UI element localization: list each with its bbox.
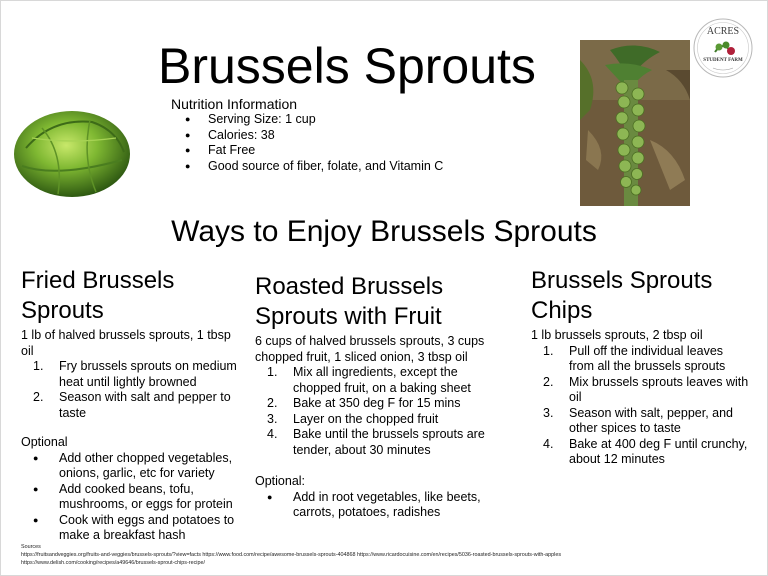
recipe-roasted [255, 272, 495, 521]
optional-list [255, 490, 495, 521]
optional-item: ● Add in root vegetables, like beets, carrots, potatoes, radishes [255, 490, 495, 521]
sources-label: Sources [21, 544, 41, 550]
recipe-step: 2. Season with salt and pepper to taste [33, 390, 231, 420]
optional-item: ● Add other chopped vegetables, onions, garlic, etc for variety [21, 451, 243, 482]
brussels-stalk-photo [580, 40, 690, 206]
recipe-steps [21, 359, 243, 421]
recipe-step: 3. Layer on the chopped fruit [267, 411, 439, 426]
nutrition-list [171, 112, 443, 174]
recipe-step: 1. Pull off the individual leaves from all the brussels sprouts [543, 343, 726, 373]
recipe-title: Brussels Sprouts Chips [531, 267, 713, 324]
recipe-step: 1. Mix all ingredients, except the chopped fruit, on a baking sheet [267, 365, 471, 395]
nutrition-item: ● Fat Free [171, 143, 443, 159]
recipe-step: 1. Fry brussels sprouts on medium heat until lightly browned [33, 359, 237, 389]
recipe-chips [531, 266, 749, 468]
sources-line: https://fruitsandveggies.org/fruits-and-veggies/brussels-sprouts/?view=facts https://www.food.com/recipe/awesome-brussels-sprouts-404868 https://www.ricardocuisine.com/en/recipes/5036-roasted-brussels-sprouts-with-apples [21, 552, 562, 558]
acres-student-farm-logo [693, 18, 753, 78]
optional-list [21, 451, 243, 544]
optional-item: ● Cook with eggs and potatoes to make a breakfast hash [21, 513, 243, 544]
nutrition-item: ● Serving Size: 1 cup [171, 112, 443, 128]
nutrition-item: ● Calories: 38 [171, 128, 443, 144]
sources-line: https://www.delish.com/cooking/recipes/a49646/brussels-sprout-chips-recipe/ [21, 560, 205, 566]
recipe-title: Fried Brussels Sprouts [21, 267, 175, 324]
nutrition-item: ● Good source of fiber, folate, and Vitamin C [171, 159, 443, 175]
nutrition-heading: Nutrition Information [171, 96, 298, 112]
ways-heading: Ways to Enjoy Brussels Sprouts [171, 215, 597, 248]
logo-acres-text: ACRES [706, 26, 740, 37]
nutrition-info [171, 96, 443, 174]
optional-item: ● Add cooked beans, tofu, mushrooms, or eggs for protein [21, 482, 243, 513]
recipe-ingredients: 1 lb of halved brussels sprouts, 1 tbsp oil [21, 328, 231, 358]
recipe-step: 2. Mix brussels sprouts leaves with oil [543, 374, 749, 404]
recipe-step: 4. Bake until the brussels sprouts are tender, about 30 minutes [267, 427, 485, 457]
recipe-ingredients: 1 lb brussels sprouts, 2 tbsp oil [531, 328, 703, 342]
recipe-steps [531, 344, 749, 468]
recipe-step: 4. Bake at 400 deg F until crunchy, about 12 minutes [543, 436, 748, 466]
recipe-steps [255, 365, 495, 458]
brussels-sprout-image [12, 108, 132, 198]
logo-student-farm-text: STUDENT FARM [703, 58, 743, 63]
recipe-step: 2. Bake at 350 deg F for 15 mins [267, 396, 461, 410]
page-title: Brussels Sprouts [158, 38, 536, 94]
optional-label: Optional [21, 435, 68, 449]
optional-label: Optional: [255, 474, 306, 488]
recipe-title: Roasted Brussels Sprouts with Fruit [255, 273, 444, 330]
recipe-ingredients: 6 cups of halved brussels sprouts, 3 cups chopped fruit, 1 sliced onion, 3 tbsp oil [255, 334, 485, 364]
sources [21, 543, 561, 567]
recipe-step: 3. Season with salt, pepper, and other spices to taste [543, 405, 734, 435]
recipe-fried [21, 266, 243, 544]
